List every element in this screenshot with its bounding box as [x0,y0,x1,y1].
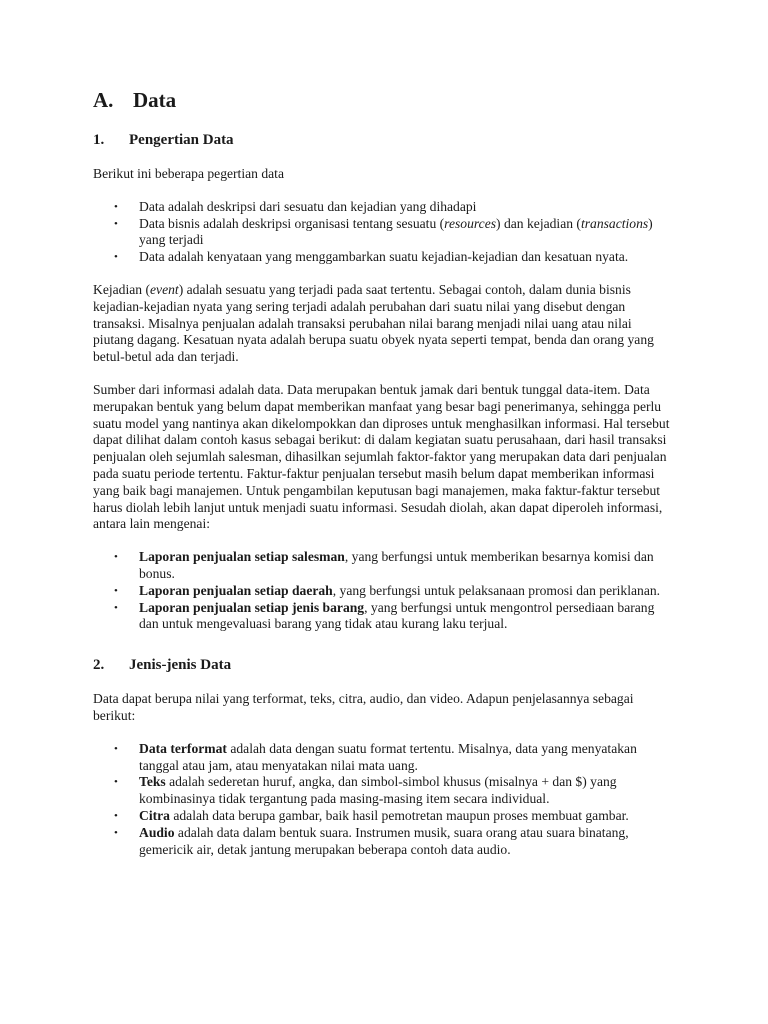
section-2-number: 2. [93,657,105,674]
report-list [93,549,674,633]
list-item: • Data adalah deskripsi dari sesuatu dan kejadian yang dihadapi [114,198,477,214]
bullet-icon: • [114,217,118,230]
section-2-heading [93,655,674,675]
bullet-icon: • [114,251,118,264]
bullet-icon: • [114,551,118,564]
main-heading-text: Data [133,88,177,112]
list-item: • Data adalah kenyataan yang menggambarkan suatu kejadian-kejadian dan kesatuan nyata. [114,249,629,265]
bullet-icon: • [114,826,118,839]
paragraph-information-source: Sumber dari informasi adalah data. Data merupakan bentuk jamak dari bentuk tunggal data-item. Data merupakan bentuk yang belum dapat memberikan manfaat yang besar bagi penerimanya, sehingga perlu suatu model yang nantinya akan dikelompokkan dan diproses untuk menghasilkan informasi. Hal tersebut dapat dilihat dalam contoh kasus sebagai berikut: di dalam kegiatan suatu perusahaan, dari hasil transaksi penjualan oleh sejumlah salesman, dihasilkan sejumlah faktor-faktor yang merupakan data dari penjualan pada suatu periode tertentu. Faktur-faktur penjualan tersebut masih belum dapat memberikan informasi yang baik bagi manajemen. Untuk pengambilan keputusan bagi manajemen, maka faktur-faktur tersebut harus diolah lebih lanjut untuk menjadi suatu informasi. Sesudah diolah, akan dapat diperoleh informasi, antara lain mengenai: [93,381,670,532]
section-1-number: 1. [93,132,105,148]
list-item: • Teks adalah sederetan huruf, angka, dan simbol-simbol khusus (misalnya + dan $) yang kombinasinya tidak tergantung pada masing-masing item secara individual. [114,774,617,807]
list-item: • Laporan penjualan setiap jenis barang, yang berfungsi untuk mengontrol persediaan barang dan untuk mengevaluasi barang yang tidak atau kurang laku terjual. [114,599,655,632]
section-1-title: Pengertian Data [129,132,234,148]
data-type-list [93,741,674,859]
bullet-icon: • [114,601,118,614]
section-1-heading [93,130,674,150]
main-heading-number: A. [93,88,114,112]
section-2-intro: Data dapat berupa nilai yang terformat, teks, citra, audio, dan video. Adapun penjelasannya sebagai berikut: [93,691,634,723]
section-1-intro: Berikut ini beberapa pegertian data [93,166,284,181]
bullet-icon: • [114,809,118,822]
bullet-icon: • [114,200,118,213]
list-item: • Audio adalah data dalam bentuk suara. Instrumen musik, suara orang atau suara binatang, gemericik air, detak jantung merupakan beberapa contoh data audio. [114,824,629,857]
bullet-icon: • [114,742,118,755]
list-item: • Laporan penjualan setiap daerah, yang berfungsi untuk pelaksanaan promosi dan periklanan. [114,582,661,598]
list-item: • Laporan penjualan setiap salesman, yang berfungsi untuk memberikan besarnya komisi dan bonus. [114,549,654,581]
main-heading [93,86,674,114]
paragraph-event: Kejadian (event) adalah sesuatu yang terjadi pada saat tertentu. Sebagai contoh, dalam dunia bisnis kejadian-kejadian nyata yang sering terjadi adalah perubahan dari suatu nilai yang disebut dengan transaksi. Misalnya penjualan adalah transaksi perubahan nilai barang menjadi nilai uang atau nilai piutang dagang. Kesatuan nyata adalah berupa suatu obyek nyata seperti tempat, benda dan orang yang betul-betul ada dan terjadi. [93,281,654,365]
section-2-title: Jenis-jenis Data [129,657,232,674]
list-item: • Data terformat adalah data dengan suatu format tertentu. Misalnya, data yang menyatakan tanggal atau jam, atau menyatakan nilai mata uang. [114,740,637,773]
list-item: • Citra adalah data berupa gambar, baik hasil pemotretan maupun proses membuat gambar. [114,807,629,823]
bullet-icon: • [114,776,118,789]
list-item: • Data bisnis adalah deskripsi organisasi tentang sesuatu (resources) dan kejadian (transactions) yang terjadi [114,215,653,248]
bullet-icon: • [114,584,118,597]
definition-list [93,199,674,266]
